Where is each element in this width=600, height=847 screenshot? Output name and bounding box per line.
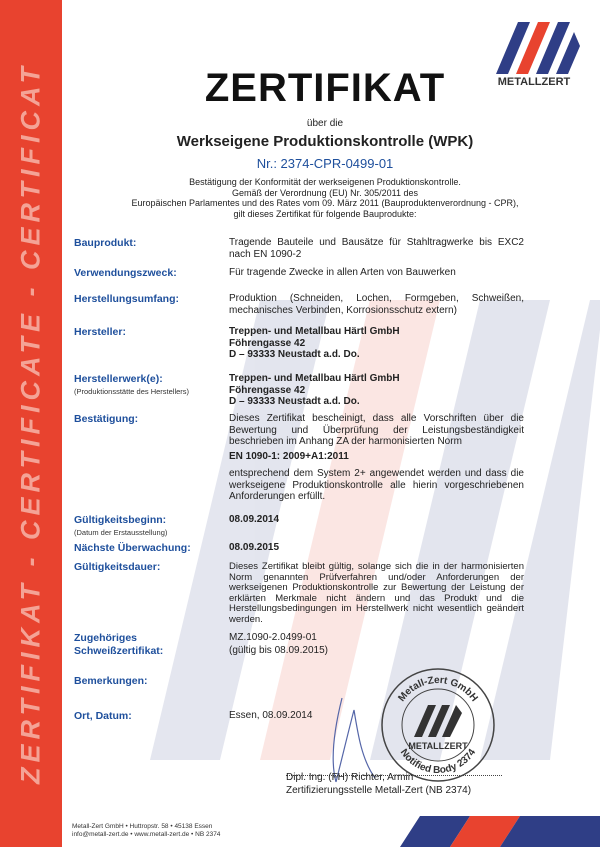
side-band-text: ZERTIFIKAT - CERTIFICATE - CERTIFICAT	[15, 62, 46, 784]
werk-line: Föhrengasse 42	[229, 384, 306, 396]
dauer-value: Dieses Zertifikat bleibt gültig, solange sich die in der harmonisierten Norm genannten Prüfverfahren und/oder Anforderungen der werkseigenen Produktionskontrolle zur Bewertung der Leistung der erklärten Merkmale nicht ändern und das Produkt und die Herstellungsbedingungen im Herstellwerk nicht wesentlich geändert werden.	[229, 561, 524, 625]
hersteller-label: Hersteller:	[74, 326, 126, 338]
footer-address: Metall-Zert GmbH • Huttropstr. 58 • 45138 Essen	[72, 823, 213, 830]
werk-value	[229, 373, 524, 408]
schweiss-value-1: MZ.1090-2.0499-01	[229, 632, 317, 643]
schweiss-value-2: (gültig bis 08.09.2015)	[229, 645, 328, 656]
seal-name: METALLZERT	[408, 741, 468, 751]
hersteller-value	[229, 326, 524, 361]
intro-line: gilt dieses Zertifikat für folgende Bauprodukte:	[233, 208, 417, 219]
hersteller-line: D – 93333 Neustadt a.d. Do.	[229, 349, 360, 360]
schweiss-label-2: Schweißzertifikat:	[74, 645, 164, 657]
verwendung-label: Verwendungszweck:	[74, 267, 177, 279]
bestaetigung-norm: EN 1090-1: 2009+A1:2011	[229, 451, 349, 462]
logo-wordmark: METALLZERT	[497, 76, 571, 88]
intro-line: Gemäß der Verordnung (EU) Nr. 305/2011 des	[232, 187, 418, 198]
umfang-label: Herstellungsumfang:	[74, 293, 180, 305]
verwendung-value: Für tragende Zwecke in allen Arten von Bauwerken	[229, 267, 456, 278]
certificate-number: Nr.: 2374-CPR-0499-01	[256, 156, 394, 171]
subtitle: Werkseigene Produktionskontrolle (WPK)	[176, 133, 474, 150]
subtitle-small: über die	[306, 118, 344, 129]
bestaetigung-text2: entsprechend dem System 2+ angewendet werden und dass die werkseigene Produktionskontrolle alle hierin vorgeschriebenen Anforderungen erfüllt.	[229, 468, 524, 502]
intro-line: Bestätigung der Konformität der werkseigenen Produktionskontrolle.	[189, 177, 461, 187]
schweiss-label-1: Zugehöriges	[74, 632, 138, 644]
beginn-value: 08.09.2014	[229, 514, 280, 525]
werk-line: D – 93333 Neustadt a.d. Do.	[229, 396, 360, 407]
intro-line: Europäischen Parlamentes und des Rates vom 09. März 2011 (Bauproduktenverordnung - CPR),	[131, 198, 519, 208]
hersteller-line: Föhrengasse 42	[229, 337, 306, 349]
werk-sublabel: (Produktionsstätte des Herstellers)	[74, 387, 190, 396]
bemerkungen-label: Bemerkungen:	[74, 675, 148, 687]
ort-label: Ort, Datum:	[74, 710, 132, 722]
beginn-sublabel: (Datum der Erstausstellung)	[74, 528, 168, 537]
werk-label: Herstellerwerk(e):	[74, 373, 163, 385]
beginn-label: Gültigkeitsbeginn:	[74, 514, 167, 526]
seal-bottom-text: Notified Body 2374	[397, 747, 479, 777]
dauer-label: Gültigkeitsdauer:	[74, 561, 161, 573]
footer	[72, 823, 220, 839]
ort-value: Essen, 08.09.2014	[229, 710, 313, 721]
signatory-name: Dipl. Ing. (FH) Richter, Armin	[286, 772, 414, 783]
seal-top-text: Metall-Zert GmbH	[396, 674, 480, 704]
footer-contact: info@metall-zert.de • www.metall-zert.de • NB 2374	[72, 831, 221, 838]
umfang-value: Produktion (Schneiden, Lochen, Formgeben, Schweißen, mechanisches Verbinden, Korrosionsschutz extern)	[229, 293, 524, 316]
signatory-org: Zertifizierungsstelle Metall-Zert (NB 2374)	[286, 785, 472, 796]
ueberwachung-value: 08.09.2015	[229, 542, 280, 553]
bauprodukt-label: Bauprodukt:	[74, 237, 137, 249]
ueberwachung-label: Nächste Überwachung:	[74, 542, 191, 554]
hersteller-line: Treppen- und Metallbau Härtl GmbH	[229, 326, 400, 337]
bestaetigung-text: Dieses Zertifikat bescheinigt, dass alle Vorschriften über die Bewertung und Überprüfung der Leistungsbeständigkeit beschrieben im Anhang ZA der harmonisierten Norm	[229, 413, 524, 447]
intro-text	[75, 177, 575, 219]
seal-stamp	[378, 665, 498, 785]
werk-line: Treppen- und Metallbau Härtl GmbH	[229, 373, 400, 384]
bestaetigung-label: Bestätigung:	[74, 413, 139, 425]
bauprodukt-value: Tragende Bauteile und Bausätze für Stahltragwerke bis EXC2 nach EN 1090-2	[229, 237, 524, 260]
side-band	[0, 0, 62, 847]
page-title: ZERTIFIKAT	[204, 66, 446, 110]
